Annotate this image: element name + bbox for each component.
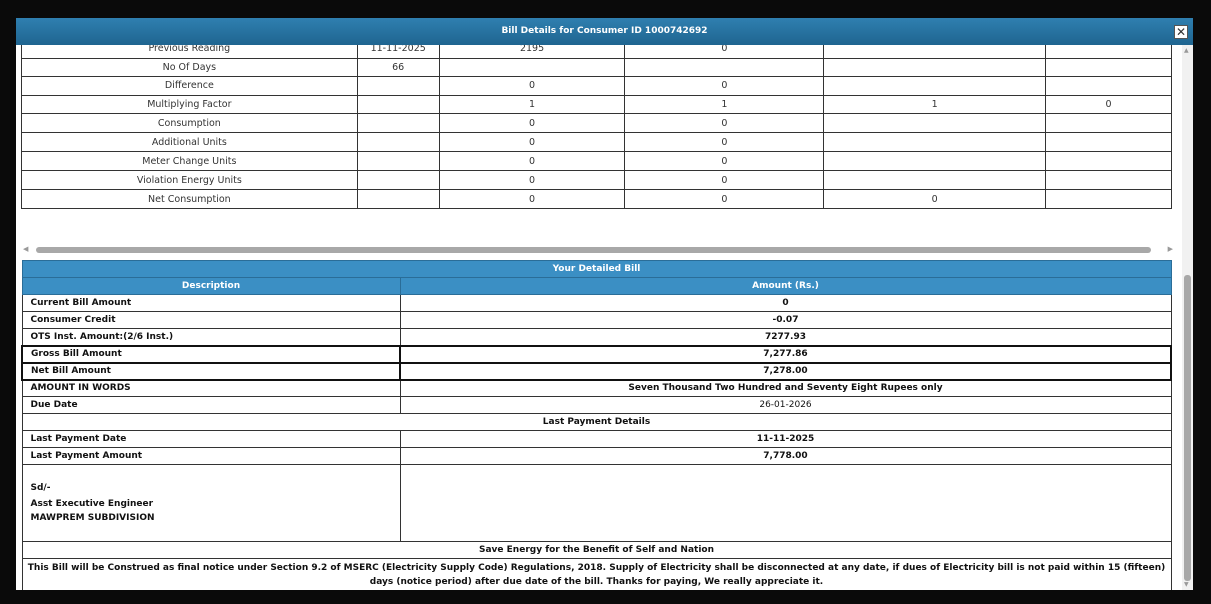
modal-content: [21, 45, 1173, 590]
reading-cell: [824, 114, 1046, 133]
reading-cell: 0: [625, 190, 824, 209]
last-payment-amount-label: Last Payment Amount: [22, 448, 400, 465]
horizontal-scrollbar[interactable]: [21, 245, 1173, 255]
reading-cell: 66: [357, 58, 439, 77]
disconnection-notice: This Bill will be Construed as final notice under Section 9.2 of MSERC (Electricity Supply Code) Regulations, 2018. Supply of Electricity shall be disconnected at any date, if dues of Electricity bill is not paid within 15 (fifteen) days (notice period) after due date of the bill. Thanks for paying, We really appreciate it.: [22, 559, 1171, 591]
reading-cell: 0: [625, 133, 824, 152]
reading-cell: 0: [439, 152, 625, 171]
reading-cell: [357, 133, 439, 152]
table-row: [22, 133, 1172, 152]
last-payment-date-label: Last Payment Date: [22, 431, 400, 448]
table-row: [22, 152, 1172, 171]
due-date-label: Due Date: [22, 397, 400, 414]
reading-cell: [824, 58, 1046, 77]
reading-cell: [1046, 190, 1172, 209]
reading-cell: [824, 152, 1046, 171]
vertical-scroll-thumb[interactable]: [1184, 275, 1191, 581]
detailed-bill-title: Your Detailed Bill: [22, 261, 1171, 278]
signature-blank-cell: [400, 465, 1171, 542]
signature-block: [22, 465, 400, 542]
reading-cell: 0: [439, 190, 625, 209]
amount-header: Amount (Rs.): [400, 278, 1171, 295]
table-row: [22, 542, 1171, 559]
consumer-credit-value: -0.07: [400, 312, 1171, 329]
vertical-scrollbar[interactable]: [1182, 45, 1193, 590]
table-row: [22, 190, 1172, 209]
horizontal-scroll-thumb[interactable]: [36, 247, 1151, 253]
table-row: [22, 448, 1171, 465]
table-row: [22, 363, 1171, 380]
table-row: [22, 312, 1171, 329]
close-button[interactable]: ✕: [1175, 25, 1187, 39]
last-payment-date-value: 11-11-2025: [400, 431, 1171, 448]
signature-designation: Asst Executive Engineer: [30, 499, 154, 509]
scroll-left-icon[interactable]: ◀: [23, 245, 29, 253]
table-row: [22, 295, 1171, 312]
last-payment-header: Last Payment Details: [22, 414, 1171, 431]
reading-cell: 0: [824, 190, 1046, 209]
reading-cell: [1046, 114, 1172, 133]
table-row: [22, 414, 1171, 431]
reading-cell: [824, 133, 1046, 152]
net-bill-value: 7,278.00: [400, 363, 1171, 380]
reading-cell: 0: [439, 114, 625, 133]
table-row: [22, 397, 1171, 414]
reading-cell: [824, 45, 1046, 58]
description-header: Description: [22, 278, 400, 295]
reading-cell: 0: [625, 45, 824, 58]
reading-cell: [1046, 58, 1172, 77]
reading-label: Meter Change Units: [22, 152, 358, 171]
reading-cell: [357, 77, 439, 96]
due-date-value: 26-01-2026: [400, 397, 1171, 414]
reading-cell: [439, 58, 625, 77]
reading-cell: 0: [625, 77, 824, 96]
current-bill-label: Current Bill Amount: [22, 295, 400, 312]
bill-details-modal: [16, 18, 1193, 590]
signature-office: MAWPREM SUBDIVISION: [30, 513, 155, 523]
scroll-right-icon[interactable]: ▶: [1167, 245, 1173, 253]
table-row: [22, 114, 1172, 133]
modal-titlebar: [16, 18, 1193, 45]
reading-cell: 0: [1046, 95, 1172, 114]
amount-words-value: Seven Thousand Two Hundred and Seventy Eight Rupees only: [400, 380, 1171, 397]
signature-row: [22, 465, 1171, 542]
reading-cell: [625, 58, 824, 77]
table-row: [22, 559, 1171, 591]
reading-label: Violation Energy Units: [22, 171, 358, 190]
table-row: [22, 171, 1172, 190]
reading-label: No Of Days: [22, 58, 358, 77]
reading-cell: 11-11-2025: [357, 45, 439, 58]
detailed-bill-table: [21, 260, 1172, 590]
reading-cell: [824, 171, 1046, 190]
reading-label: Multiplying Factor: [22, 95, 358, 114]
scroll-down-icon[interactable]: ▼: [1184, 581, 1189, 588]
reading-cell: [357, 152, 439, 171]
reading-cell: 0: [625, 152, 824, 171]
reading-label: Previous Reading: [22, 45, 358, 58]
reading-cell: [1046, 171, 1172, 190]
reading-cell: [1046, 133, 1172, 152]
reading-cell: 0: [439, 171, 625, 190]
gross-bill-value: 7,277.86: [400, 346, 1171, 363]
reading-cell: 1: [625, 95, 824, 114]
signature-sd: Sd/-: [30, 483, 51, 493]
table-row: [22, 380, 1171, 397]
reading-cell: [1046, 45, 1172, 58]
table-row: [22, 329, 1171, 346]
reading-cell: [357, 95, 439, 114]
reading-cell: 1: [824, 95, 1046, 114]
ots-label: OTS Inst. Amount:(2/6 Inst.): [22, 329, 400, 346]
last-payment-amount-value: 7,778.00: [400, 448, 1171, 465]
reading-cell: 2195: [439, 45, 625, 58]
reading-label: Net Consumption: [22, 190, 358, 209]
reading-cell: [357, 171, 439, 190]
reading-cell: 1: [439, 95, 625, 114]
table-row: [22, 45, 1172, 58]
net-bill-label: Net Bill Amount: [22, 363, 400, 380]
reading-cell: 0: [625, 171, 824, 190]
table-row: [22, 95, 1172, 114]
reading-label: Difference: [22, 77, 358, 96]
reading-cell: [357, 114, 439, 133]
table-row: [22, 431, 1171, 448]
table-row: [22, 346, 1171, 363]
reading-cell: [1046, 77, 1172, 96]
current-bill-value: 0: [400, 295, 1171, 312]
scroll-up-icon[interactable]: ▲: [1184, 47, 1189, 54]
gross-bill-label: Gross Bill Amount: [22, 346, 400, 363]
reading-cell: [357, 190, 439, 209]
energy-slogan: Save Energy for the Benefit of Self and Nation: [22, 542, 1171, 559]
table-row: [22, 77, 1172, 96]
reading-cell: [1046, 152, 1172, 171]
meter-reading-table: [21, 45, 1172, 209]
modal-title: Bill Details for Consumer ID 1000742692: [501, 26, 708, 36]
consumer-credit-label: Consumer Credit: [22, 312, 400, 329]
reading-cell: 0: [625, 114, 824, 133]
reading-label: Consumption: [22, 114, 358, 133]
reading-cell: 0: [439, 133, 625, 152]
reading-cell: [824, 77, 1046, 96]
ots-value: 7277.93: [400, 329, 1171, 346]
reading-cell: 0: [439, 77, 625, 96]
amount-words-label: AMOUNT IN WORDS: [22, 380, 400, 397]
reading-label: Additional Units: [22, 133, 358, 152]
table-row: [22, 58, 1172, 77]
